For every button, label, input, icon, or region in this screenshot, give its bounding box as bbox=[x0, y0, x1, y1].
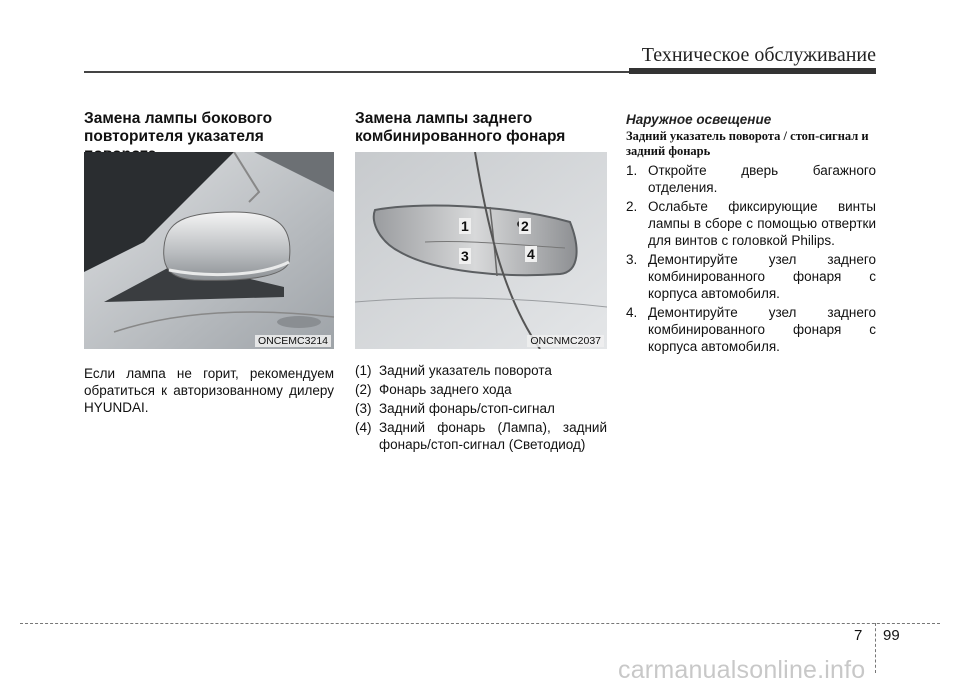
list-num: (2) bbox=[355, 382, 372, 397]
list-item bbox=[355, 400, 607, 417]
list-item bbox=[626, 198, 876, 249]
middle-heading bbox=[355, 110, 607, 146]
figure-code: ONCEMC3214 bbox=[255, 335, 331, 347]
middle-parts-list bbox=[355, 362, 607, 455]
list-text: Задний фонарь (Лампа), задний фонарь/стоп-сигнал (Светодиод) bbox=[379, 420, 607, 452]
step-num: 4. bbox=[626, 305, 638, 320]
left-heading-line1: Замена лампы бокового bbox=[84, 110, 273, 127]
procedure-subheading: Задний указатель поворота / стоп-сигнал и задний фонарь bbox=[626, 129, 869, 158]
list-item bbox=[355, 419, 607, 453]
footer-divider bbox=[875, 623, 876, 673]
step-num: 3. bbox=[626, 252, 638, 267]
watermark: carmanualsonline.info bbox=[618, 656, 866, 684]
callout-4: 4 bbox=[527, 246, 535, 262]
rear-lamp-illustration bbox=[355, 152, 607, 349]
callout-2: 2 bbox=[521, 218, 529, 234]
middle-heading-line1: Замена лампы заднего bbox=[355, 110, 533, 127]
rear-lamp-figure bbox=[355, 152, 607, 349]
list-text: Фонарь заднего хода bbox=[379, 382, 512, 397]
list-text: Задний фонарь/стоп-сигнал bbox=[379, 401, 555, 416]
header-rule bbox=[84, 71, 629, 73]
left-heading-line2: повторителя указателя bbox=[84, 128, 264, 145]
procedure-steps bbox=[626, 162, 876, 357]
list-text: Задний указатель поворота bbox=[379, 363, 552, 378]
figure-code: ONCNMC2037 bbox=[527, 335, 604, 347]
chapter-number: 7 bbox=[854, 627, 863, 644]
section-heading-italic: Наружное освещение bbox=[626, 112, 772, 127]
step-text: Ослабьте фиксирующие винты лампы в сборе с помощью отвертки для винтов с головкой Philips. bbox=[648, 199, 876, 248]
list-num: (3) bbox=[355, 401, 372, 416]
step-text: Откройте дверь багажного отделения. bbox=[648, 163, 876, 195]
list-item bbox=[355, 362, 607, 379]
footer-rule bbox=[20, 623, 940, 624]
list-num: (4) bbox=[355, 420, 372, 435]
callout-3: 3 bbox=[461, 248, 469, 264]
callout-1: 1 bbox=[461, 218, 469, 234]
list-item bbox=[626, 162, 876, 196]
side-mirror-figure bbox=[84, 152, 334, 349]
list-item bbox=[626, 251, 876, 302]
step-num: 1. bbox=[626, 163, 638, 178]
section-title: Техническое обслуживание bbox=[641, 44, 876, 66]
list-item bbox=[355, 381, 607, 398]
list-num: (1) bbox=[355, 363, 372, 378]
step-text: Демонтируйте узел заднего комбинированного фонаря с корпуса автомобиля. bbox=[648, 252, 876, 301]
header-rule-accent bbox=[629, 68, 876, 74]
left-body: Если лампа не горит, рекомендуем обратиться к авторизованному дилеру HYUNDAI. bbox=[84, 366, 334, 415]
step-text: Демонтируйте узел заднего комбинированного фонаря с корпуса автомобиля. bbox=[648, 305, 876, 354]
list-item bbox=[626, 304, 876, 355]
middle-heading-line2: комбинированного фонаря bbox=[355, 128, 566, 145]
step-num: 2. bbox=[626, 199, 638, 214]
page-number: 99 bbox=[883, 627, 900, 644]
side-mirror-illustration bbox=[84, 152, 334, 349]
